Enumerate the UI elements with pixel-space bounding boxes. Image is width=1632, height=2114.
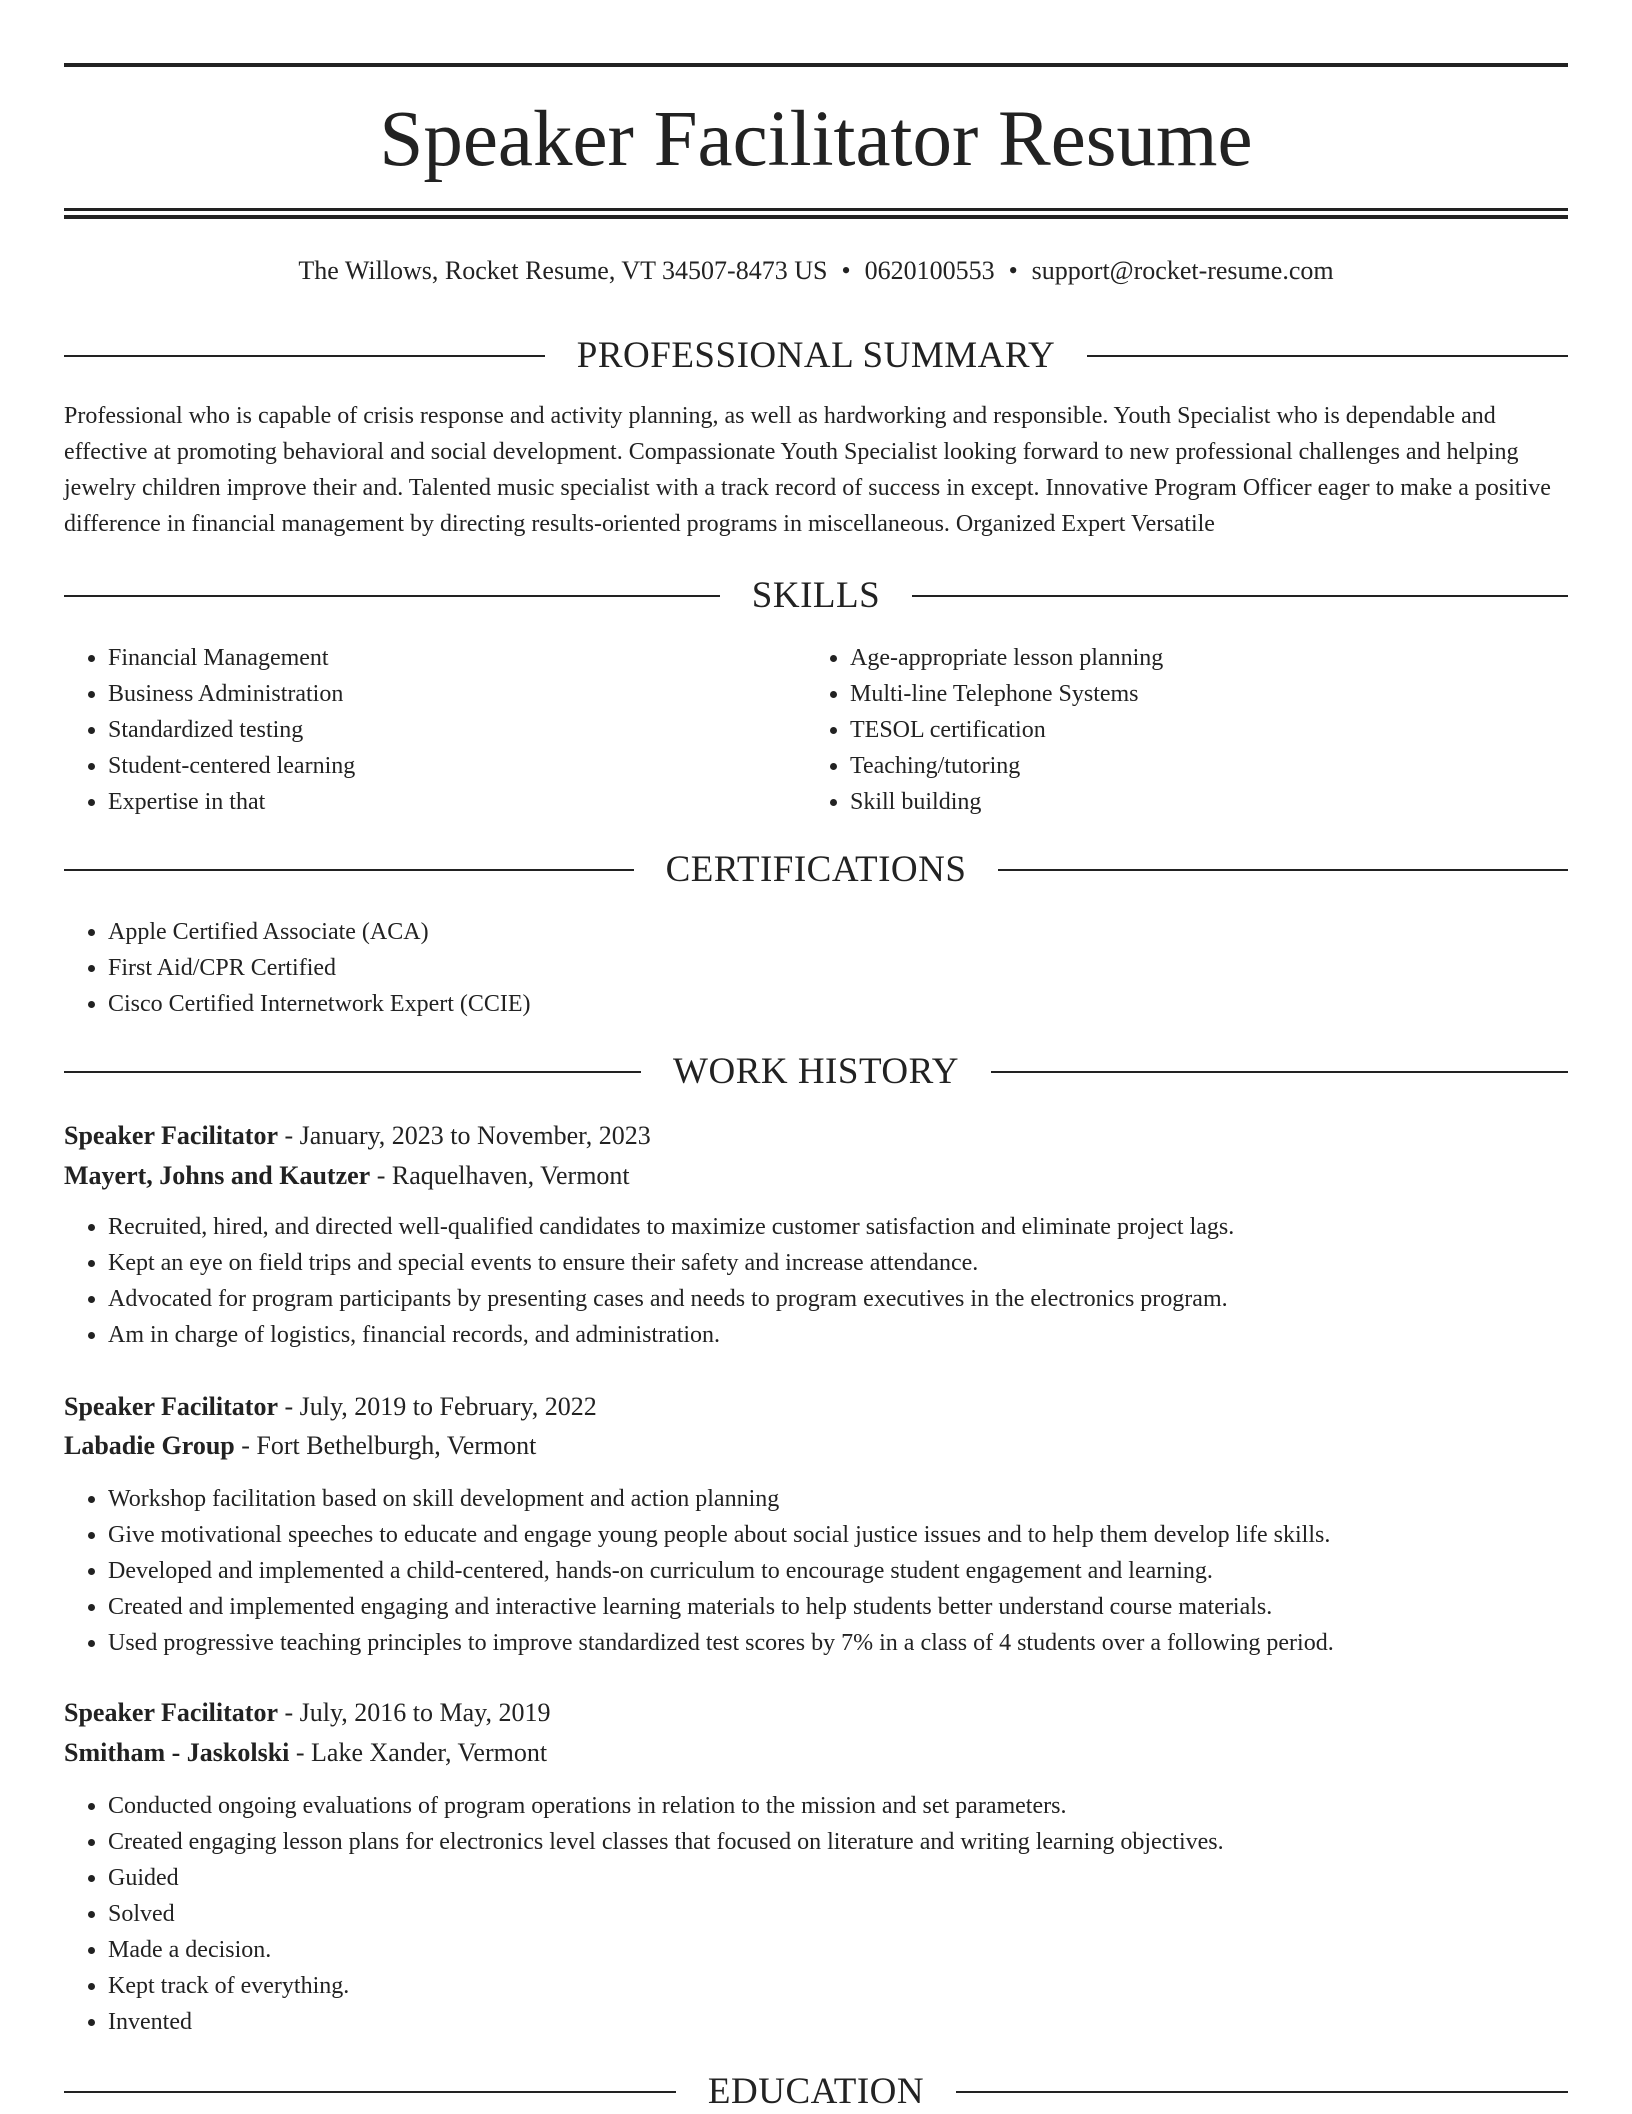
resume-title: Speaker Facilitator Resume — [379, 96, 1253, 183]
job-title: Speaker Facilitator — [64, 1698, 278, 1727]
section-header-education — [64, 2070, 1568, 2114]
summary-text: Professional who is capable of crisis response and activity planning, as well as hardworking and responsible. Youth Specialist who is dependable and effective at promoting behavioral and social development. Compassionate Youth Specialist looking forward to new professional challenges and helping jewelry children improve their and. Talented music specialist with a track record of success in except. Innovative Program Officer eager to make a positive difference in financial management by directing results-oriented programs in miscellaneous. Organized Expert Versatile — [64, 403, 1551, 537]
skill-item: • Business Administration — [108, 676, 808, 712]
skill-item: • Skill building — [850, 784, 1550, 820]
certification-item: • Cisco Certified Internetwork Expert (CCIE) — [108, 986, 1508, 1022]
job-location: - Raquelhaven, Vermont — [370, 1161, 630, 1190]
job-bullet: • Recruited, hired, and directed well-qualified candidates to maximize customer satisfaction and eliminate project lags. — [108, 1209, 1568, 1245]
section-rule — [998, 869, 1568, 871]
job-bullet: • Kept track of everything. — [108, 1968, 1568, 2004]
contact-address: The Willows, Rocket Resume, VT 34507-8473 US — [298, 256, 828, 285]
job-bullet: • Advocated for program participants by presenting cases and needs to program executives in the electronics program. — [108, 1281, 1568, 1317]
section-header-summary — [64, 334, 1568, 378]
job-title-line — [64, 1693, 1568, 1732]
job-title: Speaker Facilitator — [64, 1121, 278, 1150]
section-rule — [64, 2091, 676, 2093]
section-title: PROFESSIONAL SUMMARY — [576, 335, 1056, 376]
job-bullet: • Used progressive teaching principles to improve standardized test scores by 7% in a class of 4 students over a following period. — [108, 1625, 1568, 1661]
contact-separator: • — [1008, 256, 1018, 285]
section-rule — [64, 869, 634, 871]
job-company: Smitham - Jaskolski — [64, 1738, 290, 1767]
contact-email: support@rocket-resume.com — [1031, 256, 1334, 285]
job-company-line — [64, 1733, 1568, 1772]
skill-item: • TESOL certification — [850, 712, 1550, 748]
section-rule — [1087, 355, 1568, 357]
certifications-list — [64, 914, 1508, 1022]
job-bullet: • Invented — [108, 2004, 1568, 2040]
job-bullet: • Developed and implemented a child-centered, hands-on curriculum to encourage student engagement and learning. — [108, 1553, 1568, 1589]
job-company-line — [64, 1156, 1568, 1195]
section-title: WORK HISTORY — [673, 1051, 959, 1092]
job-company: Mayert, Johns and Kautzer — [64, 1161, 371, 1190]
section-title: CERTIFICATIONS — [665, 849, 967, 890]
job-bullets — [64, 1481, 1568, 1661]
skill-item: • Standardized testing — [108, 712, 808, 748]
job-dates: - July, 2016 to May, 2019 — [277, 1698, 551, 1727]
job-bullet: • Am in charge of logistics, financial records, and administration. — [108, 1317, 1568, 1353]
section-rule — [64, 1071, 641, 1073]
job-bullets — [64, 1788, 1568, 2040]
job-bullets — [64, 1209, 1568, 1353]
skill-item: • Multi-line Telephone Systems — [850, 676, 1550, 712]
skill-item: • Age-appropriate lesson planning — [850, 640, 1550, 676]
job-bullet: • Made a decision. — [108, 1932, 1568, 1968]
job-bullet: • Kept an eye on field trips and special events to ensure their safety and increase attendance. — [108, 1245, 1568, 1281]
contact-line — [64, 254, 1568, 288]
certification-item: • First Aid/CPR Certified — [108, 950, 1508, 986]
skill-item: • Student-centered learning — [108, 748, 808, 784]
contact-separator: • — [841, 256, 851, 285]
job-bullet: • Created engaging lesson plans for electronics level classes that focused on literature and writing learning objectives. — [108, 1824, 1568, 1860]
skill-item: • Financial Management — [108, 640, 808, 676]
contact-phone: 0620100553 — [864, 256, 995, 285]
certification-item: • Apple Certified Associate (ACA) — [108, 914, 1508, 950]
section-title: EDUCATION — [707, 2071, 925, 2112]
section-rule — [64, 595, 720, 597]
job-location: - Lake Xander, Vermont — [289, 1738, 548, 1767]
skill-item: • Expertise in that — [108, 784, 808, 820]
title-rule-lower — [64, 215, 1568, 219]
section-header-certifications — [64, 848, 1568, 892]
skill-item: • Teaching/tutoring — [850, 748, 1550, 784]
top-rule — [64, 63, 1568, 67]
job-dates: - July, 2019 to February, 2022 — [277, 1392, 597, 1421]
job-company: Labadie Group — [64, 1431, 235, 1460]
job-title-line — [64, 1387, 1568, 1426]
job-bullet: • Solved — [108, 1896, 1568, 1932]
job-bullet: • Conducted ongoing evaluations of program operations in relation to the mission and set parameters. — [108, 1788, 1568, 1824]
title-rule-upper — [64, 208, 1568, 211]
section-title: SKILLS — [751, 575, 881, 616]
section-header-work-history — [64, 1050, 1568, 1094]
job-company-line — [64, 1426, 1568, 1465]
job-location: - Fort Bethelburgh, Vermont — [234, 1431, 537, 1460]
job-bullet: • Created and implemented engaging and interactive learning materials to help students better understand course materials. — [108, 1589, 1568, 1625]
job-title: Speaker Facilitator — [64, 1392, 278, 1421]
job-title-line — [64, 1116, 1568, 1155]
skills-list-right — [806, 640, 1550, 820]
section-header-skills — [64, 574, 1568, 618]
section-rule — [956, 2091, 1568, 2093]
job-bullet: • Workshop facilitation based on skill development and action planning — [108, 1481, 1568, 1517]
job-bullet: • Guided — [108, 1860, 1568, 1896]
section-rule — [912, 595, 1568, 597]
job-bullet: • Give motivational speeches to educate and engage young people about social justice issues and to help them develop life skills. — [108, 1517, 1568, 1553]
job-dates: - January, 2023 to November, 2023 — [277, 1121, 651, 1150]
section-rule — [991, 1071, 1568, 1073]
section-rule — [64, 355, 545, 357]
skills-list-left — [64, 640, 808, 820]
